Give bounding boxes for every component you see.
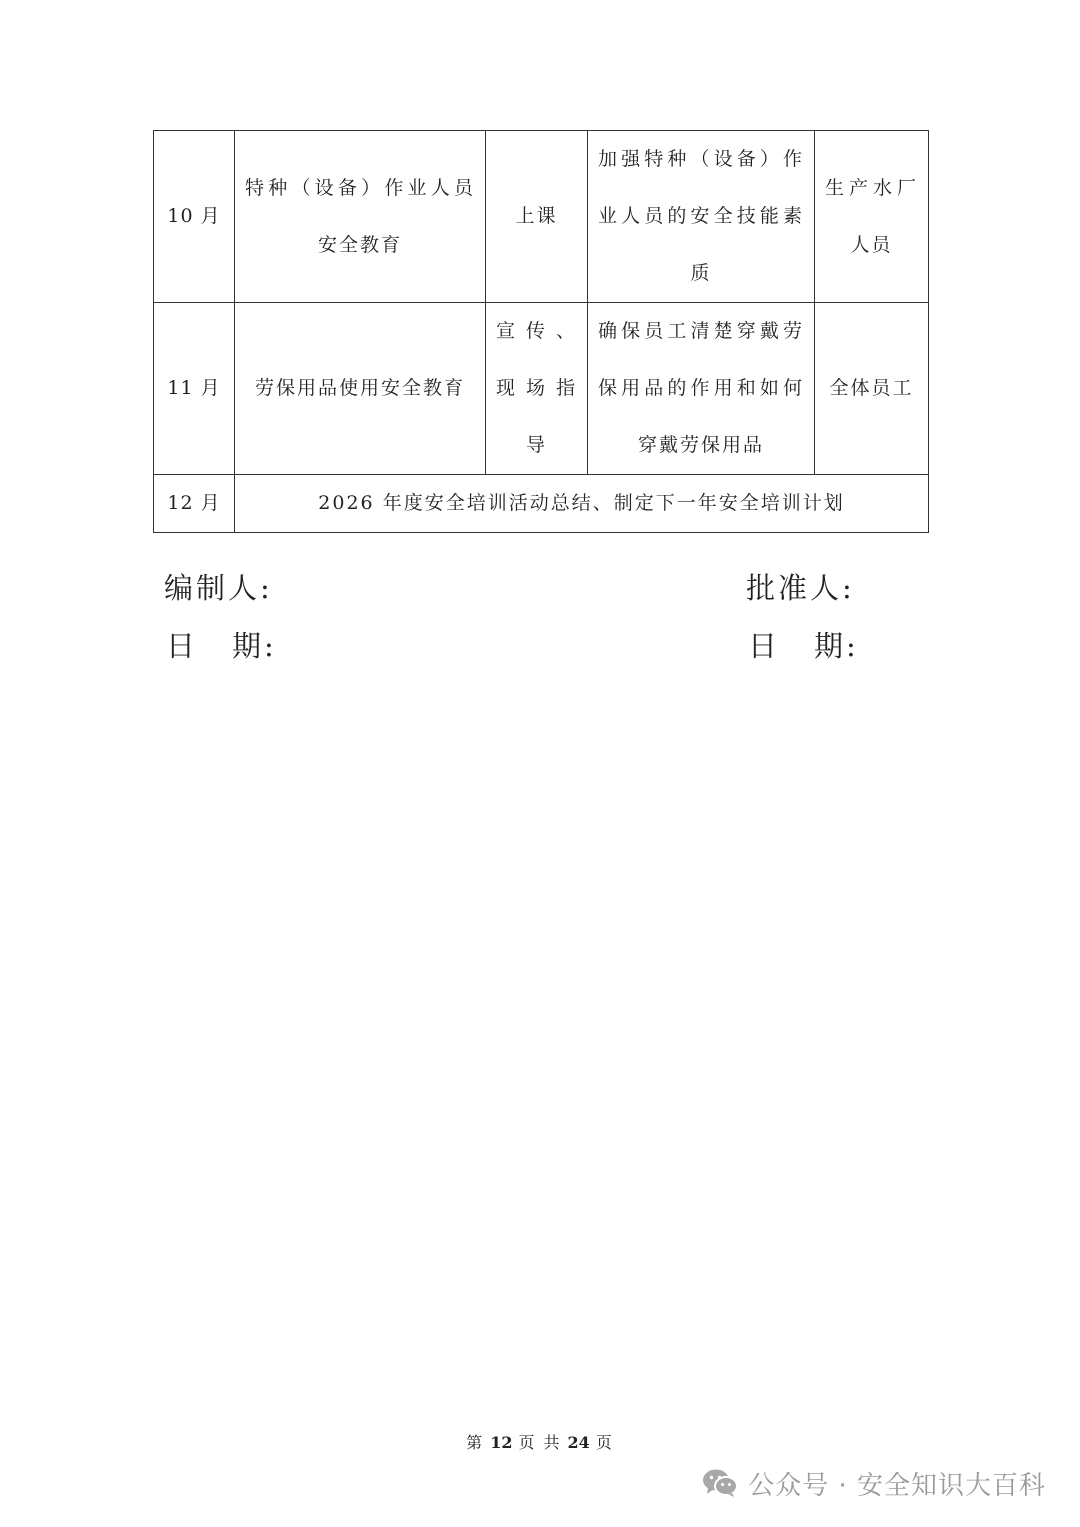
table-row <box>154 131 929 303</box>
training-plan-table <box>153 130 929 533</box>
page-number-footer <box>0 1430 1080 1453</box>
wechat-watermark <box>702 1463 1046 1503</box>
topic-cell: 特种（设备）作业人员安全教育 <box>235 131 486 303</box>
purpose-cell: 加强特种（设备）作业人员的安全技能素质 <box>588 131 815 303</box>
total-page-number: 24 <box>567 1433 590 1452</box>
month-cell: 11 月 <box>154 303 235 475</box>
date-char-qi: 期: <box>232 629 277 663</box>
page-mid: 页 共 <box>518 1433 562 1452</box>
month-cell: 10 月 <box>154 131 235 303</box>
approver-label: 批准人: <box>746 571 855 605</box>
watermark-text: 公众号 · 安全知识大百科 <box>748 1470 1046 1501</box>
method-cell: 上课 <box>486 131 588 303</box>
audience-cell: 全体员工 <box>815 303 929 475</box>
page-prefix: 第 <box>466 1433 485 1452</box>
month-cell: 12 月 <box>154 475 235 533</box>
audience-cell: 生产水厂人员 <box>815 131 929 303</box>
summary-cell: 2026 年度安全培训活动总结、制定下一年安全培训计划 <box>235 475 929 533</box>
page-suffix: 页 <box>595 1433 614 1452</box>
method-cell: 宣传、现场指导 <box>486 303 588 475</box>
current-page-number: 12 <box>490 1433 513 1452</box>
purpose-cell: 确保员工清楚穿戴劳保用品的作用和如何穿戴劳保用品 <box>588 303 815 475</box>
date-char-ri: 日 <box>748 629 781 663</box>
table-row <box>154 303 929 475</box>
approver-date-label <box>748 624 859 665</box>
topic-cell: 劳保用品使用安全教育 <box>235 303 486 475</box>
table-row <box>154 475 929 533</box>
date-char-ri: 日 <box>166 629 199 663</box>
compiler-date-label <box>166 624 277 665</box>
compiler-label: 编制人: <box>164 571 273 605</box>
wechat-icon <box>702 1468 738 1498</box>
date-char-qi: 期: <box>814 629 859 663</box>
